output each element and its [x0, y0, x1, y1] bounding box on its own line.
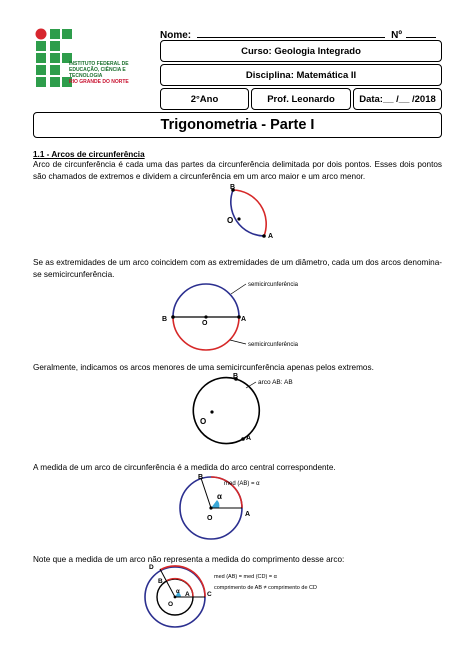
subject-text: Disciplina: Matemática II: [245, 69, 357, 81]
page-title: Trigonometria - Parte I: [160, 117, 315, 133]
paragraph-1: Arco de circunferência é cada uma das partes da circunferência delimitada por dois pontos. Esses dois pontos são chamados de extremos e dividem a circunferência em um arco maior e um arco menor.: [33, 160, 442, 181]
number-field[interactable]: [406, 28, 436, 38]
name-field[interactable]: [197, 28, 385, 38]
course-box: [160, 40, 442, 62]
logo-campus: RIO GRANDE DO NORTE: [69, 79, 129, 85]
fig5-label-measure: med (AB) = med (CD) = α: [214, 574, 277, 580]
teacher-box: [251, 88, 351, 110]
fig2-label-bottom: semicircunferência: [248, 342, 299, 348]
section-heading: 1.1 - Arcos de circunferência: [33, 150, 145, 159]
fig1-label-o: O: [227, 216, 234, 225]
figure-semicircle: [160, 276, 320, 358]
figure-arc-basic: [190, 182, 290, 254]
course-text: Curso: Geologia Integrado: [241, 45, 361, 57]
fig3-label-a: A: [246, 435, 252, 442]
fig5-label-a: A: [185, 591, 190, 598]
date-box[interactable]: [353, 88, 442, 110]
fig2-label-a: A: [241, 316, 247, 323]
fig4-label-o: O: [207, 515, 213, 522]
fig4-label-alpha: α: [217, 492, 222, 501]
figure-arc-ab: [166, 372, 316, 448]
figure-central-angle: [176, 472, 306, 540]
fig3-label-o: O: [200, 417, 207, 426]
number-label: Nº: [391, 30, 402, 41]
fig5-label-c: C: [207, 591, 212, 598]
figure-concentric-arcs: [130, 560, 340, 660]
fig4-label-b: B: [198, 474, 204, 481]
page-title-box: [33, 112, 442, 138]
logo-red-circle: [36, 29, 47, 40]
fig5-label-b: B: [158, 578, 163, 585]
year-box: [160, 88, 249, 110]
logo-line-1: INSTITUTO FEDERAL DE: [69, 61, 129, 67]
logo-line-2: EDUCAÇÃO, CIÊNCIA E TECNOLOGIA: [69, 67, 126, 79]
teacher-text: Prof. Leonardo: [267, 93, 335, 105]
fig2-label-o: O: [202, 320, 208, 327]
name-label: Nome:: [160, 30, 192, 41]
date-text: Data:__ /__ /2018: [359, 93, 436, 105]
paragraph-2: Se as extremidades de um arco coincidem com as extremidades de um diâmetro, cada um dos arcos denomina-se semicircunferência.: [33, 258, 442, 279]
year-text: 2°Ano: [190, 93, 219, 105]
paragraph-4: A medida de um arco de circunferência é a medida do arco central correspondente.: [33, 463, 336, 472]
paragraph-5: Note que a medida de um arco não representa a medida do comprimento desse arco:: [33, 555, 345, 564]
paragraph-3: Geralmente, indicamos os arcos menores de uma semicircunferência apenas pelos extremos.: [33, 363, 374, 372]
fig3-label-b: B: [233, 373, 239, 380]
logo-text: [69, 61, 159, 85]
fig5-label-length: comprimento de AB ≠ comprimento de CD: [214, 585, 317, 591]
fig4-label-a: A: [245, 511, 251, 518]
subject-box: [160, 64, 442, 86]
fig2-label-top: semicircunferência: [248, 282, 299, 288]
fig5-label-d: D: [149, 564, 154, 571]
fig5-label-alpha: α: [176, 589, 180, 595]
fig1-label-a: A: [268, 233, 274, 240]
fig3-label-arc: arco AB: AB: [258, 379, 293, 386]
fig1-label-b: B: [230, 184, 236, 191]
fig5-label-o: O: [168, 601, 174, 608]
fig4-label-measure: med (AB) = α: [224, 481, 260, 487]
fig2-label-b: B: [162, 316, 168, 323]
